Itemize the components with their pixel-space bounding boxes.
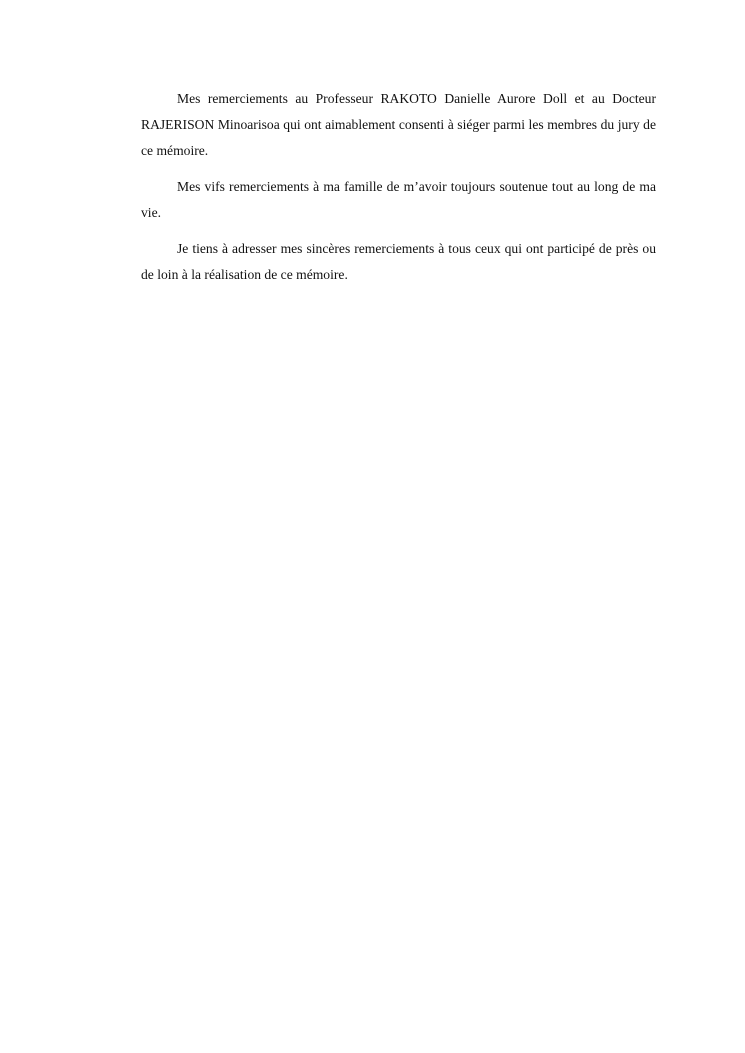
page-body bbox=[141, 86, 656, 298]
paragraph-general-thanks: Je tiens à adresser mes sincères remerciements à tous ceux qui ont participé de près ou de loin à la réalisation de ce mémoire. bbox=[141, 241, 656, 282]
paragraph-jury-thanks: Mes remerciements au Professeur RAKOTO Danielle Aurore Doll et au Docteur RAJERISON Minoarisoa qui ont aimablement consenti à siéger parmi les membres du jury de ce mémoire. bbox=[141, 91, 656, 158]
paragraph-family-thanks: Mes vifs remerciements à ma famille de m’avoir toujours soutenue tout au long de ma vie. bbox=[141, 179, 656, 220]
